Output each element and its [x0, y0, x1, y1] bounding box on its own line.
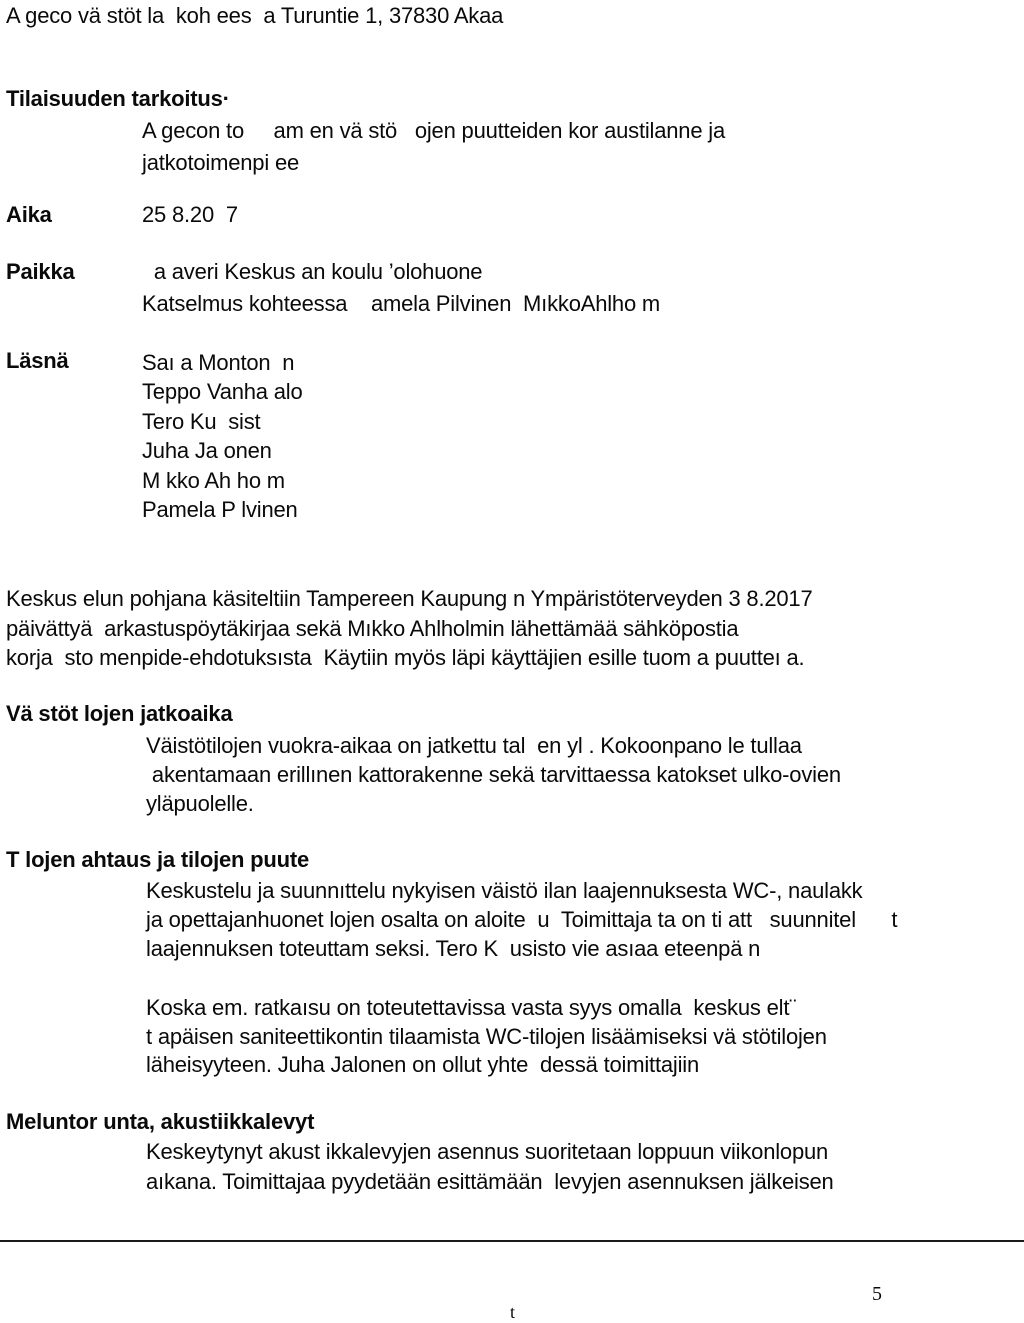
- section-heading: Meluntor unta, akustiikkalevyt: [6, 1109, 315, 1134]
- page-number: 5: [872, 1283, 882, 1305]
- attendee: M kko Ah ho m: [142, 468, 285, 493]
- purpose-label: Tilaisuuden tarkoitus·: [6, 86, 230, 111]
- attendee: Tero Ku sist: [142, 409, 261, 434]
- section-line: Keskeytynyt akust ikkalevyjen asennus suoritetaan loppuun viikonlopun: [146, 1139, 829, 1164]
- section-heading: Vä stöt lojen jatkoaika: [6, 701, 233, 726]
- section-line: aıkana. Toimittajaa pyydetään esittämään levyjen asennuksen jälkeisen: [146, 1169, 834, 1194]
- attendee: Teppo Vanha alo: [142, 379, 303, 404]
- attendee: Juha Ja onen: [142, 438, 272, 463]
- place-label: Paikka: [6, 259, 75, 284]
- intro-line: päivättyä arkastuspöytäkirjaa sekä Mıkko Ahlholmin lähettämää sähköpostia: [6, 616, 739, 641]
- time-label: Aika: [6, 202, 52, 227]
- location-line: A geco vä stöt la koh ees a Turuntie 1, 37830 Akaa: [6, 3, 504, 28]
- purpose-line: A gecon to am en vä stö ojen puutteiden kor austilanne ja: [142, 118, 726, 143]
- section-line: yläpuolelle.: [146, 791, 254, 816]
- section-line: akentamaan erillınen kattorakenne sekä tarvittaessa katokset ulko-ovien: [146, 762, 841, 787]
- section-line: t apäisen saniteettikontin tilaamista WC-tilojen lisäämiseksi vä stötilojen: [146, 1024, 827, 1049]
- attendee: Saı a Monton n: [142, 350, 295, 375]
- stray-mark: t: [510, 1302, 515, 1322]
- attendee: Pamela P lvinen: [142, 497, 298, 522]
- section-line: Koska em. ratkaısu on toteutettavissa vasta syys omalla keskus elt¨: [146, 995, 797, 1020]
- purpose-line: jatkotoimenpi ee: [142, 150, 300, 175]
- intro-line: Keskus elun pohjana käsiteltiin Tampereen Kaupung n Ympäristöterveyden 3 8.2017: [6, 586, 813, 611]
- intro-line: korja sto menpide-ehdotuksısta Käytiin myös läpi käyttäjien esille tuom a puutteı a.: [6, 645, 805, 670]
- section-line: ja opettajanhuonet lojen osalta on aloite u Toimittaja ta on ti att suunnitel t: [146, 907, 898, 932]
- section-line: Väistötilojen vuokra-aikaa on jatkettu tal en yl . Kokoonpano le tullaa: [146, 733, 802, 758]
- present-label: Läsnä: [6, 348, 69, 373]
- place-line: a averi Keskus an koulu ’olohuone: [142, 259, 483, 284]
- section-line: laajennuksen toteuttam seksi. Tero K usisto vie asıaa eteenpä n: [146, 936, 761, 961]
- section-heading: T lojen ahtaus ja tilojen puute: [6, 847, 310, 872]
- time-value: 25 8.20 7: [142, 202, 238, 227]
- section-line: läheisyyteen. Juha Jalonen on ollut yhte dessä toimittajiin: [146, 1052, 700, 1077]
- place-line: Katselmus kohteessa amela Pilvinen MıkkoAhlho m: [142, 291, 661, 316]
- footer-rule: [0, 1240, 1024, 1242]
- section-line: Keskustelu ja suunnıttelu nykyisen väistö ilan laajennuksesta WC-, naulakk: [146, 878, 863, 903]
